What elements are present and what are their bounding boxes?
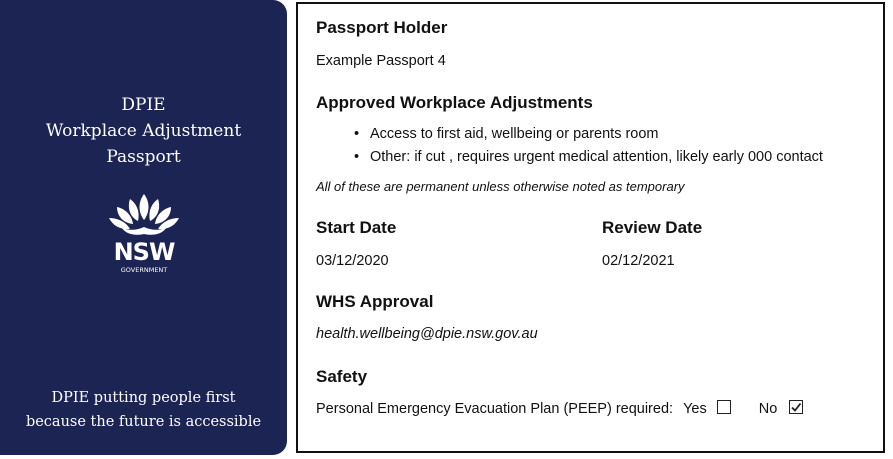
adjustment-item: • Other: if cut , requires urgent medical attention, likely early 000 contact xyxy=(354,146,823,169)
checkmark-icon xyxy=(790,401,802,413)
whs-approval-email: health.wellbeing@dpie.nsw.gov.au xyxy=(316,326,538,342)
cover-footer-line: DPIE putting people first xyxy=(51,390,236,406)
adjustments-note: All of these are permanent unless otherwise noted as temporary xyxy=(316,179,685,194)
passport-holder-value: Example Passport 4 xyxy=(316,53,446,69)
cover-title xyxy=(0,92,287,170)
peep-yes-label: Yes xyxy=(683,401,707,417)
passport-holder-heading: Passport Holder xyxy=(316,18,448,37)
cover-title-line: Workplace Adjustment xyxy=(45,121,242,141)
review-date-heading: Review Date xyxy=(602,218,703,237)
peep-yes-checkbox[interactable] xyxy=(717,400,731,414)
cover-footer xyxy=(0,386,287,434)
start-date-value: 03/12/2020 xyxy=(316,253,389,269)
adjustment-item: • Access to first aid, wellbeing or parents room xyxy=(354,123,823,146)
peep-label: Personal Emergency Evacuation Plan (PEEP) required: xyxy=(316,401,674,417)
peep-no-checkbox[interactable] xyxy=(789,400,803,414)
safety-heading: Safety xyxy=(316,367,368,386)
logo-subtext: GOVERNMENT xyxy=(120,266,168,274)
cover-footer-line: because the future is accessible xyxy=(25,414,262,430)
cover-title-line: DPIE xyxy=(121,95,166,115)
review-date-value: 02/12/2021 xyxy=(602,253,675,269)
peep-row xyxy=(316,400,803,417)
whs-approval-heading: WHS Approval xyxy=(316,292,434,311)
passport-details-card xyxy=(296,2,885,453)
logo-text: NSW xyxy=(113,238,175,266)
nsw-government-logo xyxy=(104,190,184,276)
start-date-heading: Start Date xyxy=(316,218,397,237)
peep-no-label: No xyxy=(758,401,778,417)
adjustments-list xyxy=(354,123,823,169)
passport-cover xyxy=(0,0,287,455)
cover-title-line: Passport xyxy=(106,147,181,167)
adjustments-heading: Approved Workplace Adjustments xyxy=(316,93,593,112)
